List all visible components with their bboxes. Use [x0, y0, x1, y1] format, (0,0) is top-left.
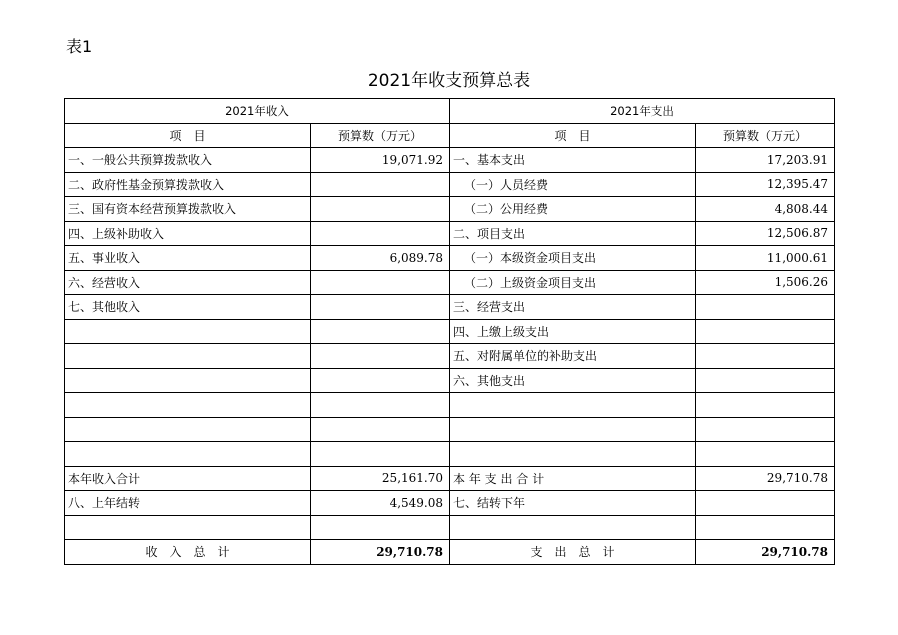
income-item: 五、事业收入 [65, 246, 311, 271]
table-label: 表1 [66, 37, 93, 56]
expense-amount [696, 319, 835, 344]
expense-amount: 4,808.44 [696, 197, 835, 222]
section-header-row [65, 99, 835, 124]
income-amount [311, 344, 450, 369]
table-row [65, 319, 835, 344]
income-item [65, 319, 311, 344]
page-title: 2021年收支预算总表 [367, 71, 531, 91]
income-total-label: 收 入 总 计 [65, 540, 311, 565]
income-amount: 6,089.78 [311, 246, 450, 271]
expense-item: 一、基本支出 [450, 148, 696, 173]
table-row [65, 270, 835, 295]
income-item: 一、一般公共预算拨款收入 [65, 148, 311, 173]
income-item: 三、国有资本经营预算拨款收入 [65, 197, 311, 222]
expense-section-header: 2021年支出 [450, 99, 835, 124]
table-row [65, 491, 835, 516]
expense-amount-header: 预算数（万元） [696, 123, 835, 148]
budget-table [64, 98, 835, 565]
expense-amount [696, 417, 835, 442]
expense-item-header: 项 目 [450, 123, 696, 148]
expense-item: 七、结转下年 [450, 491, 696, 516]
income-amount [311, 172, 450, 197]
table-row [65, 417, 835, 442]
income-section-header: 2021年收入 [65, 99, 450, 124]
income-amount-header: 预算数（万元） [311, 123, 450, 148]
income-item [65, 344, 311, 369]
income-item: 四、上级补助收入 [65, 221, 311, 246]
table-row [65, 172, 835, 197]
grand-total-row [65, 540, 835, 565]
table-row [65, 197, 835, 222]
expense-amount [696, 442, 835, 467]
income-item: 七、其他收入 [65, 295, 311, 320]
income-item: 二、政府性基金预算拨款收入 [65, 172, 311, 197]
income-item [65, 515, 311, 540]
expense-amount: 1,506.26 [696, 270, 835, 295]
income-amount [311, 515, 450, 540]
expense-amount [696, 295, 835, 320]
income-subtotal-label: 本年收入合计 [65, 466, 311, 491]
income-amount [311, 221, 450, 246]
income-amount: 19,071.92 [311, 148, 450, 173]
table-row [65, 295, 835, 320]
expense-item [450, 515, 696, 540]
income-amount [311, 368, 450, 393]
income-item [65, 368, 311, 393]
table-row [65, 246, 835, 271]
income-item [65, 417, 311, 442]
table-row [65, 148, 835, 173]
income-item [65, 393, 311, 418]
income-amount: 4,549.08 [311, 491, 450, 516]
income-item: 六、经营收入 [65, 270, 311, 295]
expense-total-label: 支 出 总 计 [450, 540, 696, 565]
table-row [65, 368, 835, 393]
income-amount [311, 197, 450, 222]
income-item-header: 项 目 [65, 123, 311, 148]
expense-amount: 12,506.87 [696, 221, 835, 246]
expense-item [450, 442, 696, 467]
table-row [65, 393, 835, 418]
expense-subtotal-amount: 29,710.78 [696, 466, 835, 491]
expense-amount [696, 344, 835, 369]
income-amount [311, 295, 450, 320]
expense-item [450, 393, 696, 418]
expense-amount [696, 515, 835, 540]
expense-amount [696, 393, 835, 418]
expense-amount: 17,203.91 [696, 148, 835, 173]
income-item [65, 442, 311, 467]
expense-total-amount: 29,710.78 [696, 540, 835, 565]
income-total-amount: 29,710.78 [311, 540, 450, 565]
expense-item: （二）公用经费 [450, 197, 696, 222]
income-amount [311, 319, 450, 344]
expense-item: 五、对附属单位的补助支出 [450, 344, 696, 369]
income-amount [311, 442, 450, 467]
income-subtotal-amount: 25,161.70 [311, 466, 450, 491]
income-amount [311, 270, 450, 295]
table-row [65, 344, 835, 369]
expense-item [450, 417, 696, 442]
expense-item: 四、上缴上级支出 [450, 319, 696, 344]
expense-item: 二、项目支出 [450, 221, 696, 246]
expense-item: 六、其他支出 [450, 368, 696, 393]
income-amount [311, 393, 450, 418]
expense-subtotal-label: 本 年 支 出 合 计 [450, 466, 696, 491]
expense-item: 三、经营支出 [450, 295, 696, 320]
subtotal-row [65, 466, 835, 491]
expense-amount: 11,000.61 [696, 246, 835, 271]
income-amount [311, 417, 450, 442]
expense-item: （二）上级资金项目支出 [450, 270, 696, 295]
column-header-row [65, 123, 835, 148]
income-item: 八、上年结转 [65, 491, 311, 516]
expense-item: （一）人员经费 [450, 172, 696, 197]
expense-item: （一）本级资金项目支出 [450, 246, 696, 271]
expense-amount [696, 368, 835, 393]
table-row [65, 442, 835, 467]
table-row [65, 221, 835, 246]
expense-amount [696, 491, 835, 516]
expense-amount: 12,395.47 [696, 172, 835, 197]
table-row [65, 515, 835, 540]
